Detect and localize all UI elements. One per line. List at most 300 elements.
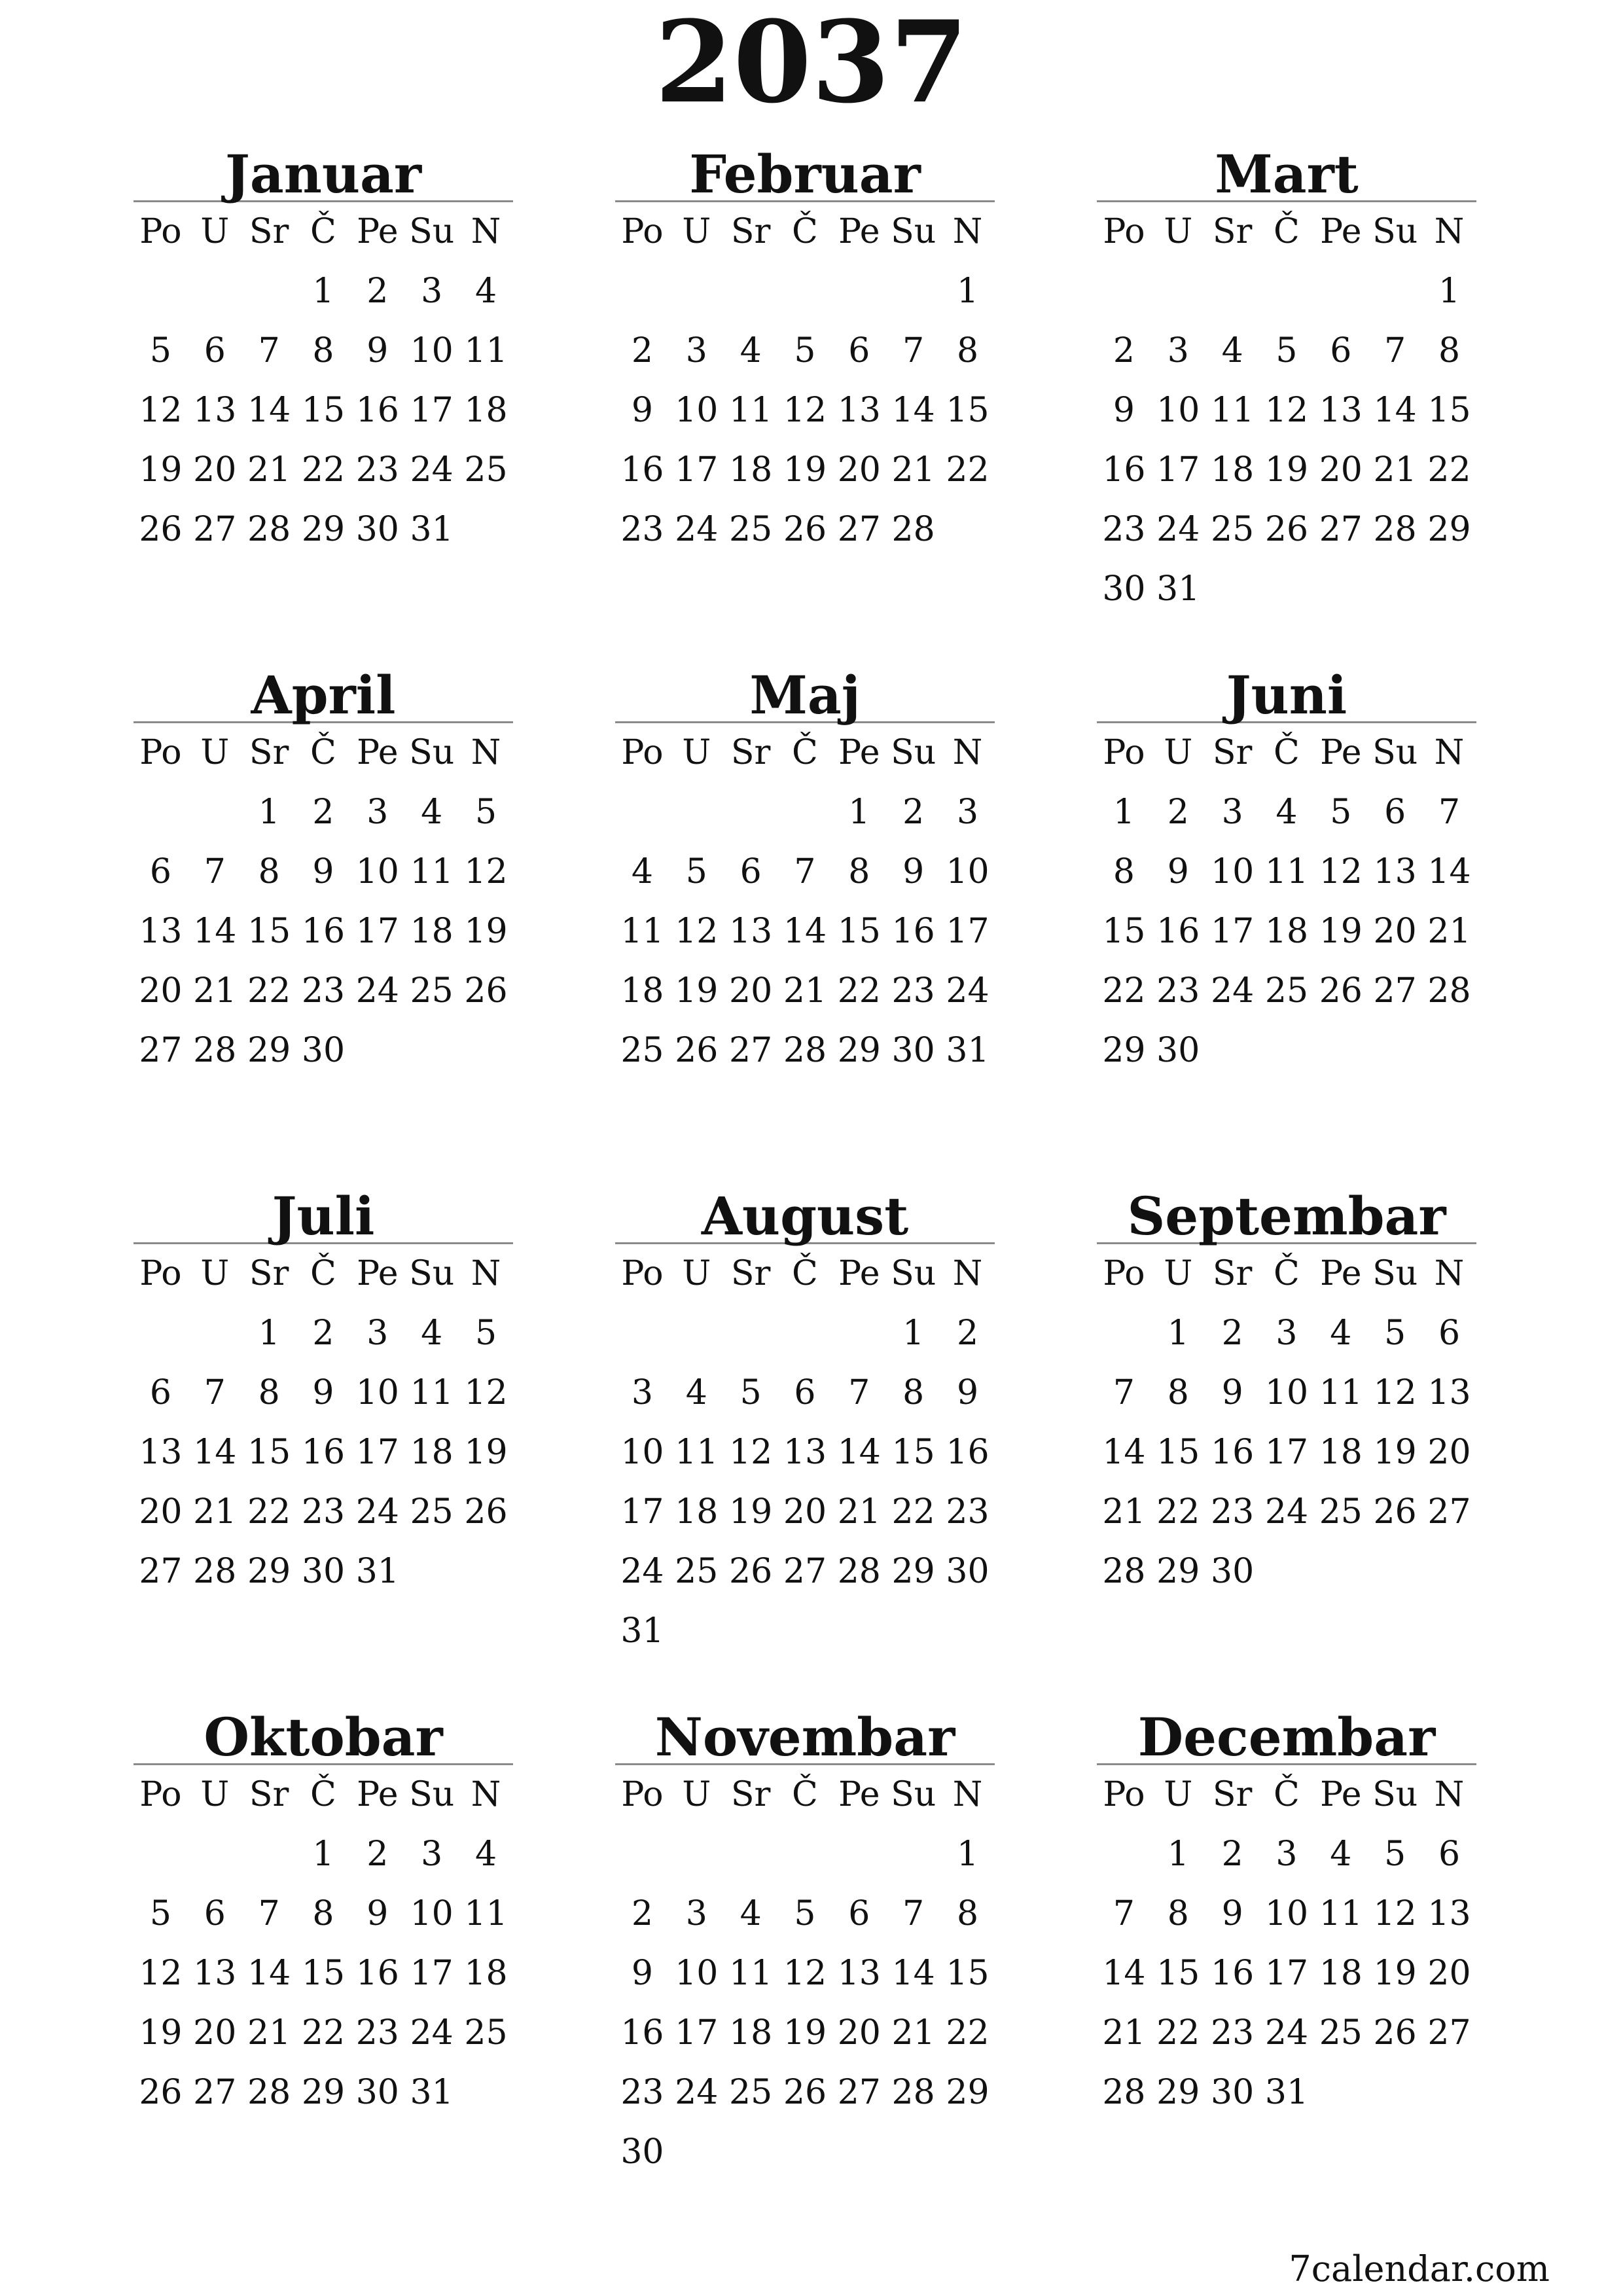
day-cell: 8 xyxy=(848,852,870,891)
week-row xyxy=(615,1825,995,1884)
month-august xyxy=(615,1179,995,1661)
day-cell: 13 xyxy=(1319,391,1363,430)
month-oktobar xyxy=(134,1700,513,2123)
weekday-label: Sr xyxy=(249,733,289,772)
empty-day-cell xyxy=(669,1304,724,1363)
day-cell: 28 xyxy=(891,510,935,549)
weekday-header xyxy=(134,1765,513,1825)
day-cell: 10 xyxy=(1211,852,1255,891)
day-cell: 18 xyxy=(464,1954,508,1993)
day-cell: 8 xyxy=(258,852,280,891)
day-cell: 8 xyxy=(1113,852,1135,891)
week-row xyxy=(134,1423,513,1482)
weekday-label: Č xyxy=(792,733,818,772)
day-cell: 24 xyxy=(675,2073,719,2112)
empty-day-cell xyxy=(1205,560,1260,619)
day-cell: 28 xyxy=(1427,971,1471,1011)
day-cell: 19 xyxy=(1264,450,1309,490)
day-cell: 28 xyxy=(247,510,291,549)
day-cell: 24 xyxy=(675,510,719,549)
day-cell: 29 xyxy=(1427,510,1471,549)
day-cell: 12 xyxy=(464,1373,508,1412)
day-cell: 3 xyxy=(685,331,707,370)
day-cell: 21 xyxy=(1102,1492,1146,1532)
empty-day-cell xyxy=(134,262,188,321)
month-name: Decembar xyxy=(1097,1700,1476,1765)
site-watermark: 7calendar.com xyxy=(1289,2248,1550,2289)
day-cell: 29 xyxy=(891,1552,935,1591)
day-cell: 23 xyxy=(620,2073,664,2112)
day-cell: 30 xyxy=(355,2073,399,2112)
weekday-label: U xyxy=(682,1775,711,1814)
weekday-label: Č xyxy=(310,1254,336,1293)
day-cell: 15 xyxy=(946,1954,990,1993)
day-cell: 7 xyxy=(204,1373,226,1412)
day-cell: 24 xyxy=(946,971,990,1011)
day-cell: 5 xyxy=(740,1373,762,1412)
month-septembar xyxy=(1097,1179,1476,1602)
day-cell: 31 xyxy=(410,510,454,549)
empty-day-cell xyxy=(778,1602,832,1661)
week-row xyxy=(615,1304,995,1363)
weekday-label: N xyxy=(1434,1775,1465,1814)
day-cell: 12 xyxy=(139,1954,183,1993)
weekday-label: Sr xyxy=(730,212,771,251)
empty-day-cell xyxy=(940,500,995,560)
weekday-label: N xyxy=(952,1775,983,1814)
day-cell: 16 xyxy=(355,1954,399,1993)
day-cell: 10 xyxy=(675,1954,719,1993)
day-cell: 4 xyxy=(1330,1314,1352,1353)
weekday-header xyxy=(615,723,995,783)
weekday-header xyxy=(1097,723,1476,783)
day-cell: 28 xyxy=(193,1031,237,1070)
week-row xyxy=(615,1482,995,1542)
day-cell: 11 xyxy=(410,852,454,891)
day-cell: 6 xyxy=(1330,331,1352,370)
day-cell: 30 xyxy=(1102,569,1146,609)
day-cell: 17 xyxy=(410,1954,454,1993)
day-cell: 16 xyxy=(301,1433,346,1472)
week-row xyxy=(1097,440,1476,500)
day-cell: 30 xyxy=(946,1552,990,1591)
empty-day-cell xyxy=(1260,1542,1314,1602)
empty-day-cell xyxy=(669,1602,724,1661)
month-name: Februar xyxy=(615,137,995,202)
day-cell: 7 xyxy=(1113,1373,1135,1412)
weekday-label: Su xyxy=(1372,733,1418,772)
day-cell: 15 xyxy=(1102,912,1146,951)
week-row xyxy=(134,1542,513,1602)
day-cell: 19 xyxy=(675,971,719,1011)
weekday-label: Su xyxy=(891,212,936,251)
weekday-label: Č xyxy=(310,733,336,772)
day-cell: 6 xyxy=(794,1373,816,1412)
day-cell: 13 xyxy=(837,1954,881,1993)
day-cell: 24 xyxy=(1264,1492,1309,1532)
weekday-label: Po xyxy=(1103,212,1145,251)
day-cell: 30 xyxy=(1211,1552,1255,1591)
day-cell: 20 xyxy=(1427,1433,1471,1472)
day-cell: 18 xyxy=(1319,1433,1363,1472)
day-cell: 19 xyxy=(464,912,508,951)
month-decembar xyxy=(1097,1700,1476,2123)
weekday-label: Po xyxy=(139,1775,182,1814)
day-cell: 24 xyxy=(1211,971,1255,1011)
day-cell: 20 xyxy=(1427,1954,1471,1993)
day-cell: 26 xyxy=(139,510,183,549)
weekday-label: N xyxy=(952,1254,983,1293)
day-cell: 9 xyxy=(631,1954,653,1993)
month-name: Maj xyxy=(615,658,995,723)
day-cell: 1 xyxy=(1167,1835,1189,1874)
weekday-label: Po xyxy=(139,212,182,251)
day-cell: 2 xyxy=(1221,1314,1243,1353)
weekday-label: Su xyxy=(891,1254,936,1293)
day-cell: 2 xyxy=(366,272,389,311)
day-cell: 8 xyxy=(258,1373,280,1412)
day-cell: 9 xyxy=(366,1894,389,1933)
day-cell: 28 xyxy=(193,1552,237,1591)
day-cell: 24 xyxy=(410,450,454,490)
day-cell: 4 xyxy=(685,1373,707,1412)
day-cell: 17 xyxy=(1211,912,1255,951)
day-cell: 18 xyxy=(729,2013,773,2053)
day-cell: 30 xyxy=(301,1031,346,1070)
week-row xyxy=(615,1944,995,2003)
day-cell: 14 xyxy=(783,912,827,951)
day-cell: 16 xyxy=(891,912,935,951)
day-cell: 30 xyxy=(1156,1031,1200,1070)
empty-day-cell xyxy=(832,1602,886,1661)
day-cell: 3 xyxy=(366,793,389,832)
month-name: Novembar xyxy=(615,1700,995,1765)
month-januar xyxy=(134,137,513,560)
day-cell: 21 xyxy=(247,2013,291,2053)
day-cell: 5 xyxy=(794,1894,816,1933)
week-row xyxy=(134,961,513,1021)
empty-day-cell xyxy=(1097,1825,1151,1884)
empty-day-cell xyxy=(778,1825,832,1884)
day-cell: 17 xyxy=(675,2013,719,2053)
day-cell: 18 xyxy=(410,1433,454,1472)
week-row xyxy=(134,2063,513,2123)
day-cell: 20 xyxy=(837,2013,881,2053)
day-cell: 29 xyxy=(1102,1031,1146,1070)
day-cell: 11 xyxy=(620,912,664,951)
day-cell: 24 xyxy=(620,1552,664,1591)
empty-day-cell xyxy=(1368,262,1422,321)
day-cell: 16 xyxy=(1102,450,1146,490)
day-cell: 10 xyxy=(1264,1373,1309,1412)
day-cell: 27 xyxy=(139,1031,183,1070)
week-row xyxy=(1097,2063,1476,2123)
day-cell: 12 xyxy=(139,391,183,430)
weekday-label: Pe xyxy=(1320,212,1362,251)
day-cell: 29 xyxy=(301,510,346,549)
day-cell: 20 xyxy=(193,2013,237,2053)
day-cell: 14 xyxy=(1102,1433,1146,1472)
weekday-label: Č xyxy=(792,1775,818,1814)
day-cell: 10 xyxy=(1156,391,1200,430)
week-row xyxy=(1097,381,1476,440)
day-cell: 6 xyxy=(740,852,762,891)
day-cell: 8 xyxy=(956,1894,979,1933)
empty-day-cell xyxy=(615,783,669,842)
day-cell: 11 xyxy=(1264,852,1309,891)
day-cell: 10 xyxy=(355,852,399,891)
day-cell: 15 xyxy=(1427,391,1471,430)
weekday-label: Su xyxy=(1372,1254,1418,1293)
day-cell: 12 xyxy=(783,391,827,430)
week-row xyxy=(615,2063,995,2123)
week-row xyxy=(134,842,513,902)
day-cell: 22 xyxy=(946,450,990,490)
day-cell: 23 xyxy=(620,510,664,549)
day-cell: 15 xyxy=(1156,1954,1200,1993)
month-mart xyxy=(1097,137,1476,619)
day-cell: 25 xyxy=(464,2013,508,2053)
day-cell: 26 xyxy=(464,971,508,1011)
month-juli xyxy=(134,1179,513,1602)
empty-day-cell xyxy=(1260,262,1314,321)
day-cell: 19 xyxy=(1319,912,1363,951)
day-cell: 19 xyxy=(783,2013,827,2053)
day-cell: 5 xyxy=(474,1314,497,1353)
weekday-header xyxy=(615,202,995,262)
day-cell: 14 xyxy=(247,1954,291,1993)
day-cell: 13 xyxy=(1427,1373,1471,1412)
day-cell: 22 xyxy=(837,971,881,1011)
weekday-label: Pe xyxy=(357,1775,399,1814)
day-cell: 1 xyxy=(312,1835,334,1874)
day-cell: 9 xyxy=(956,1373,979,1412)
day-cell: 27 xyxy=(837,510,881,549)
day-cell: 29 xyxy=(247,1552,291,1591)
weekday-label: Po xyxy=(139,733,182,772)
empty-day-cell xyxy=(832,1825,886,1884)
day-cell: 27 xyxy=(729,1031,773,1070)
day-cell: 1 xyxy=(1113,793,1135,832)
month-name: Juni xyxy=(1097,658,1476,723)
day-cell: 28 xyxy=(1102,2073,1146,2112)
week-row xyxy=(134,1825,513,1884)
day-cell: 15 xyxy=(1156,1433,1200,1472)
month-name: April xyxy=(134,658,513,723)
day-cell: 25 xyxy=(729,2073,773,2112)
day-cell: 2 xyxy=(1113,331,1135,370)
day-cell: 25 xyxy=(620,1031,664,1070)
week-row xyxy=(615,381,995,440)
day-cell: 22 xyxy=(247,971,291,1011)
day-cell: 30 xyxy=(1211,2073,1255,2112)
day-cell: 11 xyxy=(675,1433,719,1472)
weekday-label: Pe xyxy=(838,1775,880,1814)
week-row xyxy=(134,262,513,321)
day-cell: 1 xyxy=(956,272,979,311)
day-cell: 9 xyxy=(1113,391,1135,430)
day-cell: 31 xyxy=(946,1031,990,1070)
day-cell: 3 xyxy=(421,272,443,311)
day-cell: 25 xyxy=(675,1552,719,1591)
day-cell: 27 xyxy=(1427,2013,1471,2053)
day-cell: 18 xyxy=(675,1492,719,1532)
day-cell: 17 xyxy=(675,450,719,490)
day-cell: 11 xyxy=(1319,1894,1363,1933)
day-cell: 7 xyxy=(902,1894,925,1933)
day-cell: 17 xyxy=(355,1433,399,1472)
empty-day-cell xyxy=(350,1021,404,1081)
week-row xyxy=(615,961,995,1021)
weekday-label: Sr xyxy=(1212,1254,1253,1293)
empty-day-cell xyxy=(1260,1021,1314,1081)
weekday-label: Po xyxy=(621,1254,664,1293)
day-cell: 21 xyxy=(891,450,935,490)
empty-day-cell xyxy=(1422,560,1476,619)
week-row xyxy=(615,262,995,321)
day-cell: 22 xyxy=(1427,450,1471,490)
empty-day-cell xyxy=(724,1825,778,1884)
day-cell: 30 xyxy=(891,1031,935,1070)
weekday-label: Po xyxy=(1103,733,1145,772)
day-cell: 13 xyxy=(783,1433,827,1472)
day-cell: 20 xyxy=(783,1492,827,1532)
day-cell: 9 xyxy=(1167,852,1189,891)
weekday-label: Po xyxy=(1103,1775,1145,1814)
day-cell: 15 xyxy=(247,1433,291,1472)
empty-day-cell xyxy=(1097,262,1151,321)
weekday-label: Pe xyxy=(1320,1254,1362,1293)
weekday-label: Č xyxy=(310,1775,336,1814)
day-cell: 25 xyxy=(410,971,454,1011)
empty-day-cell xyxy=(886,262,940,321)
day-cell: 14 xyxy=(247,391,291,430)
week-row xyxy=(1097,1884,1476,1944)
day-cell: 20 xyxy=(1373,912,1417,951)
day-cell: 3 xyxy=(685,1894,707,1933)
weekday-label: Č xyxy=(310,212,336,251)
day-cell: 1 xyxy=(258,1314,280,1353)
week-row xyxy=(1097,560,1476,619)
day-cell: 19 xyxy=(1373,1954,1417,1993)
day-cell: 16 xyxy=(355,391,399,430)
day-cell: 29 xyxy=(301,2073,346,2112)
week-row xyxy=(1097,321,1476,381)
weekday-label: Po xyxy=(1103,1254,1145,1293)
day-cell: 19 xyxy=(139,2013,183,2053)
day-cell: 5 xyxy=(474,793,497,832)
day-cell: 28 xyxy=(247,2073,291,2112)
empty-day-cell xyxy=(724,2123,778,2182)
week-row xyxy=(615,1021,995,1081)
day-cell: 12 xyxy=(675,912,719,951)
day-cell: 21 xyxy=(1427,912,1471,951)
day-cell: 25 xyxy=(410,1492,454,1532)
week-row xyxy=(1097,1482,1476,1542)
weekday-label: U xyxy=(682,733,711,772)
day-cell: 21 xyxy=(837,1492,881,1532)
empty-day-cell xyxy=(242,262,296,321)
day-cell: 24 xyxy=(410,2013,454,2053)
day-cell: 4 xyxy=(474,272,497,311)
day-cell: 6 xyxy=(149,1373,171,1412)
day-cell: 18 xyxy=(464,391,508,430)
day-cell: 14 xyxy=(837,1433,881,1472)
empty-day-cell xyxy=(1151,262,1205,321)
day-cell: 2 xyxy=(631,331,653,370)
day-cell: 1 xyxy=(258,793,280,832)
month-juni xyxy=(1097,658,1476,1081)
week-row xyxy=(134,1363,513,1423)
empty-day-cell xyxy=(188,1304,242,1363)
day-cell: 27 xyxy=(139,1552,183,1591)
day-cell: 19 xyxy=(139,450,183,490)
day-cell: 16 xyxy=(1156,912,1200,951)
empty-day-cell xyxy=(1422,1542,1476,1602)
day-cell: 22 xyxy=(247,1492,291,1532)
empty-day-cell xyxy=(615,262,669,321)
day-cell: 3 xyxy=(1221,793,1243,832)
week-row xyxy=(1097,2003,1476,2063)
empty-day-cell xyxy=(832,262,886,321)
month-april xyxy=(134,658,513,1081)
day-cell: 2 xyxy=(366,1835,389,1874)
day-cell: 6 xyxy=(1438,1314,1461,1353)
weekday-label: Su xyxy=(409,733,455,772)
empty-day-cell xyxy=(134,1304,188,1363)
day-cell: 3 xyxy=(956,793,979,832)
day-cell: 11 xyxy=(1211,391,1255,430)
day-cell: 5 xyxy=(1384,1835,1406,1874)
day-cell: 2 xyxy=(312,793,334,832)
weekday-label: Pe xyxy=(357,1254,399,1293)
day-cell: 11 xyxy=(464,331,508,370)
weekday-label: Pe xyxy=(357,733,399,772)
week-row xyxy=(1097,262,1476,321)
week-row xyxy=(615,783,995,842)
week-row xyxy=(615,2003,995,2063)
weekday-label: N xyxy=(1434,1254,1465,1293)
week-row xyxy=(134,1482,513,1542)
day-cell: 20 xyxy=(837,450,881,490)
weekday-label: Po xyxy=(621,1775,664,1814)
weekday-label: Pe xyxy=(838,733,880,772)
day-cell: 6 xyxy=(149,852,171,891)
empty-day-cell xyxy=(1205,1021,1260,1081)
weekday-label: Su xyxy=(409,1254,455,1293)
day-cell: 20 xyxy=(729,971,773,1011)
week-row xyxy=(134,902,513,961)
day-cell: 9 xyxy=(631,391,653,430)
weekday-label: Sr xyxy=(730,733,771,772)
weekday-label: Po xyxy=(621,212,664,251)
week-row xyxy=(134,1884,513,1944)
weekday-label: U xyxy=(200,733,230,772)
day-cell: 14 xyxy=(193,912,237,951)
day-cell: 20 xyxy=(139,1492,183,1532)
day-cell: 12 xyxy=(1264,391,1309,430)
week-row xyxy=(1097,1423,1476,1482)
week-row xyxy=(134,321,513,381)
day-cell: 9 xyxy=(312,1373,334,1412)
weekday-label: N xyxy=(1434,733,1465,772)
day-cell: 22 xyxy=(1156,2013,1200,2053)
day-cell: 16 xyxy=(946,1433,990,1472)
day-cell: 12 xyxy=(1373,1373,1417,1412)
day-cell: 27 xyxy=(1373,971,1417,1011)
month-name: Oktobar xyxy=(134,1700,513,1765)
day-cell: 22 xyxy=(301,450,346,490)
